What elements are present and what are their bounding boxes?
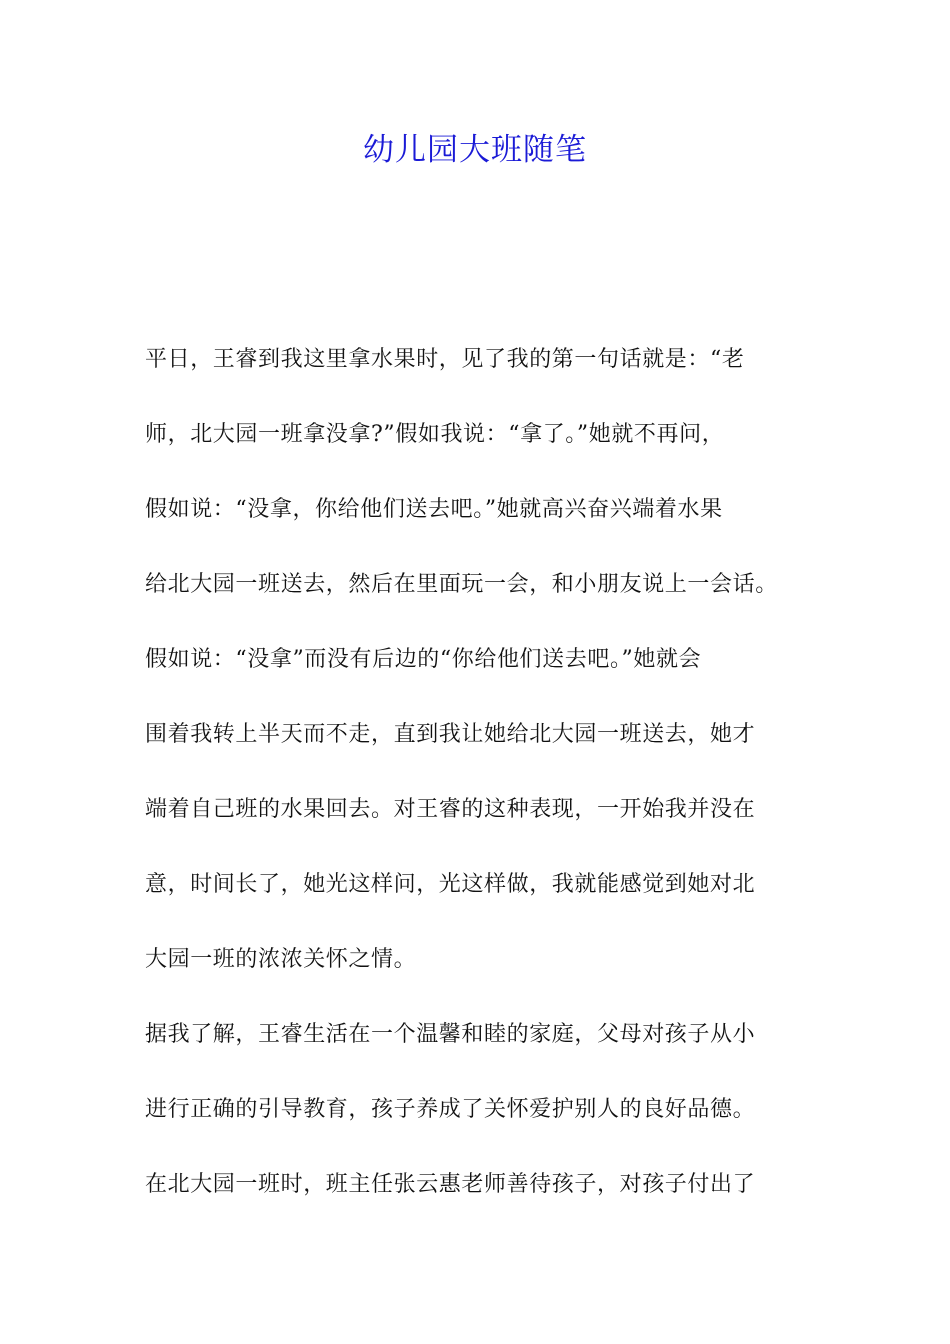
page-title: 幼儿园大班随笔 [363, 132, 587, 168]
body-line-2: 师，北大园一班拿没拿?”假如我说：“拿了。”她就不再问， [145, 422, 725, 447]
body-line-3: 假如说：“没拿，你给他们送去吧。”她就高兴奋兴端着水果 [145, 497, 723, 522]
body-line-10: 据我了解，王睿生活在一个温馨和睦的家庭，父母对孩子从小 [145, 1022, 756, 1047]
body-line-4: 给北大园一班送去，然后在里面玩一会，和小朋友说上一会话。 [145, 572, 778, 597]
body-line-7: 端着自己班的水果回去。对王睿的这种表现，一开始我并没在 [145, 797, 756, 822]
body-line-5: 假如说：“没拿”而没有后边的“你给他们送去吧。”她就会 [145, 647, 702, 672]
body-line-8: 意，时间长了，她光这样问，光这样做，我就能感觉到她对北 [145, 872, 756, 897]
body-line-6: 围着我转上半天而不走，直到我让她给北大园一班送去，她才 [145, 722, 756, 747]
body-line-11: 进行正确的引导教育，孩子养成了关怀爱护别人的良好品德。 [145, 1097, 756, 1122]
body-line-12: 在北大园一班时，班主任张云惠老师善待孩子，对孩子付出了 [145, 1172, 756, 1197]
body-line-1: 平日，王睿到我这里拿水果时，见了我的第一句话就是：“老 [145, 347, 745, 372]
body-line-9: 大园一班的浓浓关怀之情。 [145, 947, 417, 972]
